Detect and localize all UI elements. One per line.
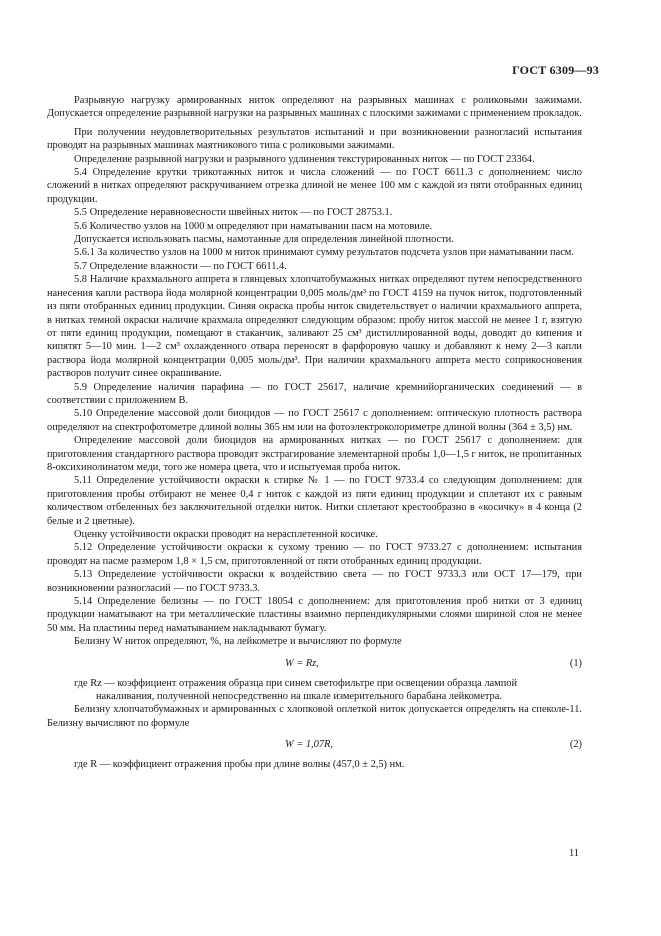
page-number: 11: [568, 848, 579, 859]
formula-legend-continuation: накаливания, полученной непосредственно на шкале измерительного барабана лейкометра.: [96, 691, 502, 703]
formula-1: [47, 653, 582, 675]
formula-expression: W = Rz,: [285, 657, 319, 669]
paragraph: 5.10 Определение массовой доли биоцидов — по ГОСТ 25617 с дополнением: оптическую плотность раствора определяют на спектрофотометре длиной волны 365 нм или на фотоэлектроколориметре длиной волны (364 ± 3,5) нм.: [47, 408, 582, 433]
paragraph: Определение массовой доли биоцидов на армированных нитках — по ГОСТ 25617 с дополнением: для приготовления стандартного раствора проводят экстрагирование элементарной пробы 1,0—1,5 г ниток, не пропитанных 8-оксихинолинатом меди, того же номера цвета, что и испытуемая проба ниток.: [47, 435, 582, 473]
paragraph: Определение разрывной нагрузки и разрывного удлинения текстурированных ниток — по ГОСТ 23364.: [74, 153, 535, 165]
formula-legend: где Rz — коэффициент отражения образца при синем светофильтре при освещении образца лампой: [74, 677, 518, 689]
paragraph: При получении неудовлетворительных результатов испытаний и при возникновении разногласий испытания проводят на разрывных машинах маятникового типа с роликовыми зажимами.: [47, 126, 582, 152]
paragraph: 5.6.1 За количество узлов на 1000 м ниток принимают сумму результатов подсчета узлов при наматывании пасм.: [74, 247, 574, 259]
formula-legend: где R — коэффициент отражения пробы при длине волны (457,0 ± 2,5) нм.: [74, 759, 405, 771]
paragraph: Белизну хлопчатобумажных и армированных с хлопковой оплеткой ниток допускается определять на спеколе-11. Белизну вычисляют по формуле: [47, 704, 582, 729]
document-body: [47, 94, 582, 772]
standard-header: ГОСТ 6309—93: [512, 63, 599, 77]
formula-2: [47, 734, 582, 756]
paragraph: 5.8 Наличие крахмального аппрета в глянцевых хлопчатобумажных нитках определяют путем непосредственного нанесения капли раствора йода молярной концентрации 0,005 моль/дм³ по ГОСТ 4159 на пучок ниток, подготовленный из пяти отобранных единиц продукции. Синяя окраска пробы ниток свидетельствует о наличии крахмального аппрета, в нитках темной окраски наличие крахмала определяют следующим образом: пробу ниток массой не менее 1 г, взятую от пяти единиц продукции, помещают в стаканчик, заливают 25 см³ дистиллированной воды, доводят до кипения и кипятят 5—10 мин. 1—2 см³ охлажденного отвара переносят в фарфоровую чашку и добавляют к нему 2—3 капли раствора йода молярной концентрации 0,005 моль/дм³. При наличии крахмального аппрета место соприкосновения растворов получит синее окрашивание.: [47, 274, 582, 380]
paragraph: Разрывную нагрузку армированных ниток определяют на разрывных машинах с роликовыми зажимами. Допускается определение разрывной нагрузки на разрывных машинах с плоскими зажимами с применением прокладок.: [47, 95, 582, 120]
paragraph: Допускается использовать пасмы, намотанные для определения линейной плотности.: [74, 234, 454, 246]
formula-number: (2): [569, 739, 582, 751]
paragraph: 5.5 Определение неравновесности швейных ниток — по ГОСТ 28753.1.: [74, 207, 393, 219]
paragraph: 5.6 Количество узлов на 1000 м определяют при наматывании пасм на мотовиле.: [74, 220, 433, 232]
paragraph: 5.7 Определение влажности — по ГОСТ 6611.4.: [74, 260, 287, 272]
paragraph: Оценку устойчивости окраски проводят на нерасплетенной косичке.: [74, 529, 378, 540]
paragraph: 5.4 Определение крутки трикотажных ниток и числа сложений — по ГОСТ 6611.3 с дополнением: число сложений в нитках определяют раскручиванием отрезка длиной не менее 100 мм с каждой из пяти отобранных единиц продукции.: [47, 167, 582, 205]
formula-number: (1): [569, 657, 582, 669]
paragraph: 5.12 Определение устойчивости окраски к сухому трению — по ГОСТ 9733.27 с дополнением: испытания проводят на пасме размером 1,8 × 1,5 см, приготовленной от пяти отобранных единиц продукции.: [47, 542, 582, 567]
paragraph: 5.14 Определение белизны — по ГОСТ 18054 с дополнением: для приготовления проб нитки от 3 единиц продукции наматывают на три металлические пластины взаимно перпендикулярными слоями шириной слоя не менее 50 мм. На пластины перед наматыванием накладывают бумагу.: [47, 596, 582, 634]
paragraph: Белизну W ниток определяют, %, на лейкометре и вычисляют по формуле: [74, 636, 402, 648]
formula-expression: W = 1,07R,: [285, 739, 333, 751]
paragraph: 5.13 Определение устойчивости окраски к воздействию света — по ГОСТ 9733.3 или ОСТ 17—179, при возникновении разногласий — по ГОСТ 9733.3.: [47, 569, 582, 594]
paragraph: 5.11 Определение устойчивости окраски к стирке № 1 — по ГОСТ 9733.4 со следующим дополнением: для приготовления пробы отбирают не менее 0,4 г ниток с каждой из пяти единиц продукции и сплетают их с равным количеством отбеленных без заключительной отделки ниток. Нитки сплетают крестообразно в «косичку» в 4 конца (2 белые и 2 цветные).: [47, 475, 582, 527]
paragraph: 5.9 Определение наличия парафина — по ГОСТ 25617, наличие кремнийорганических соединений — в соответствии с приложением В.: [47, 381, 582, 406]
